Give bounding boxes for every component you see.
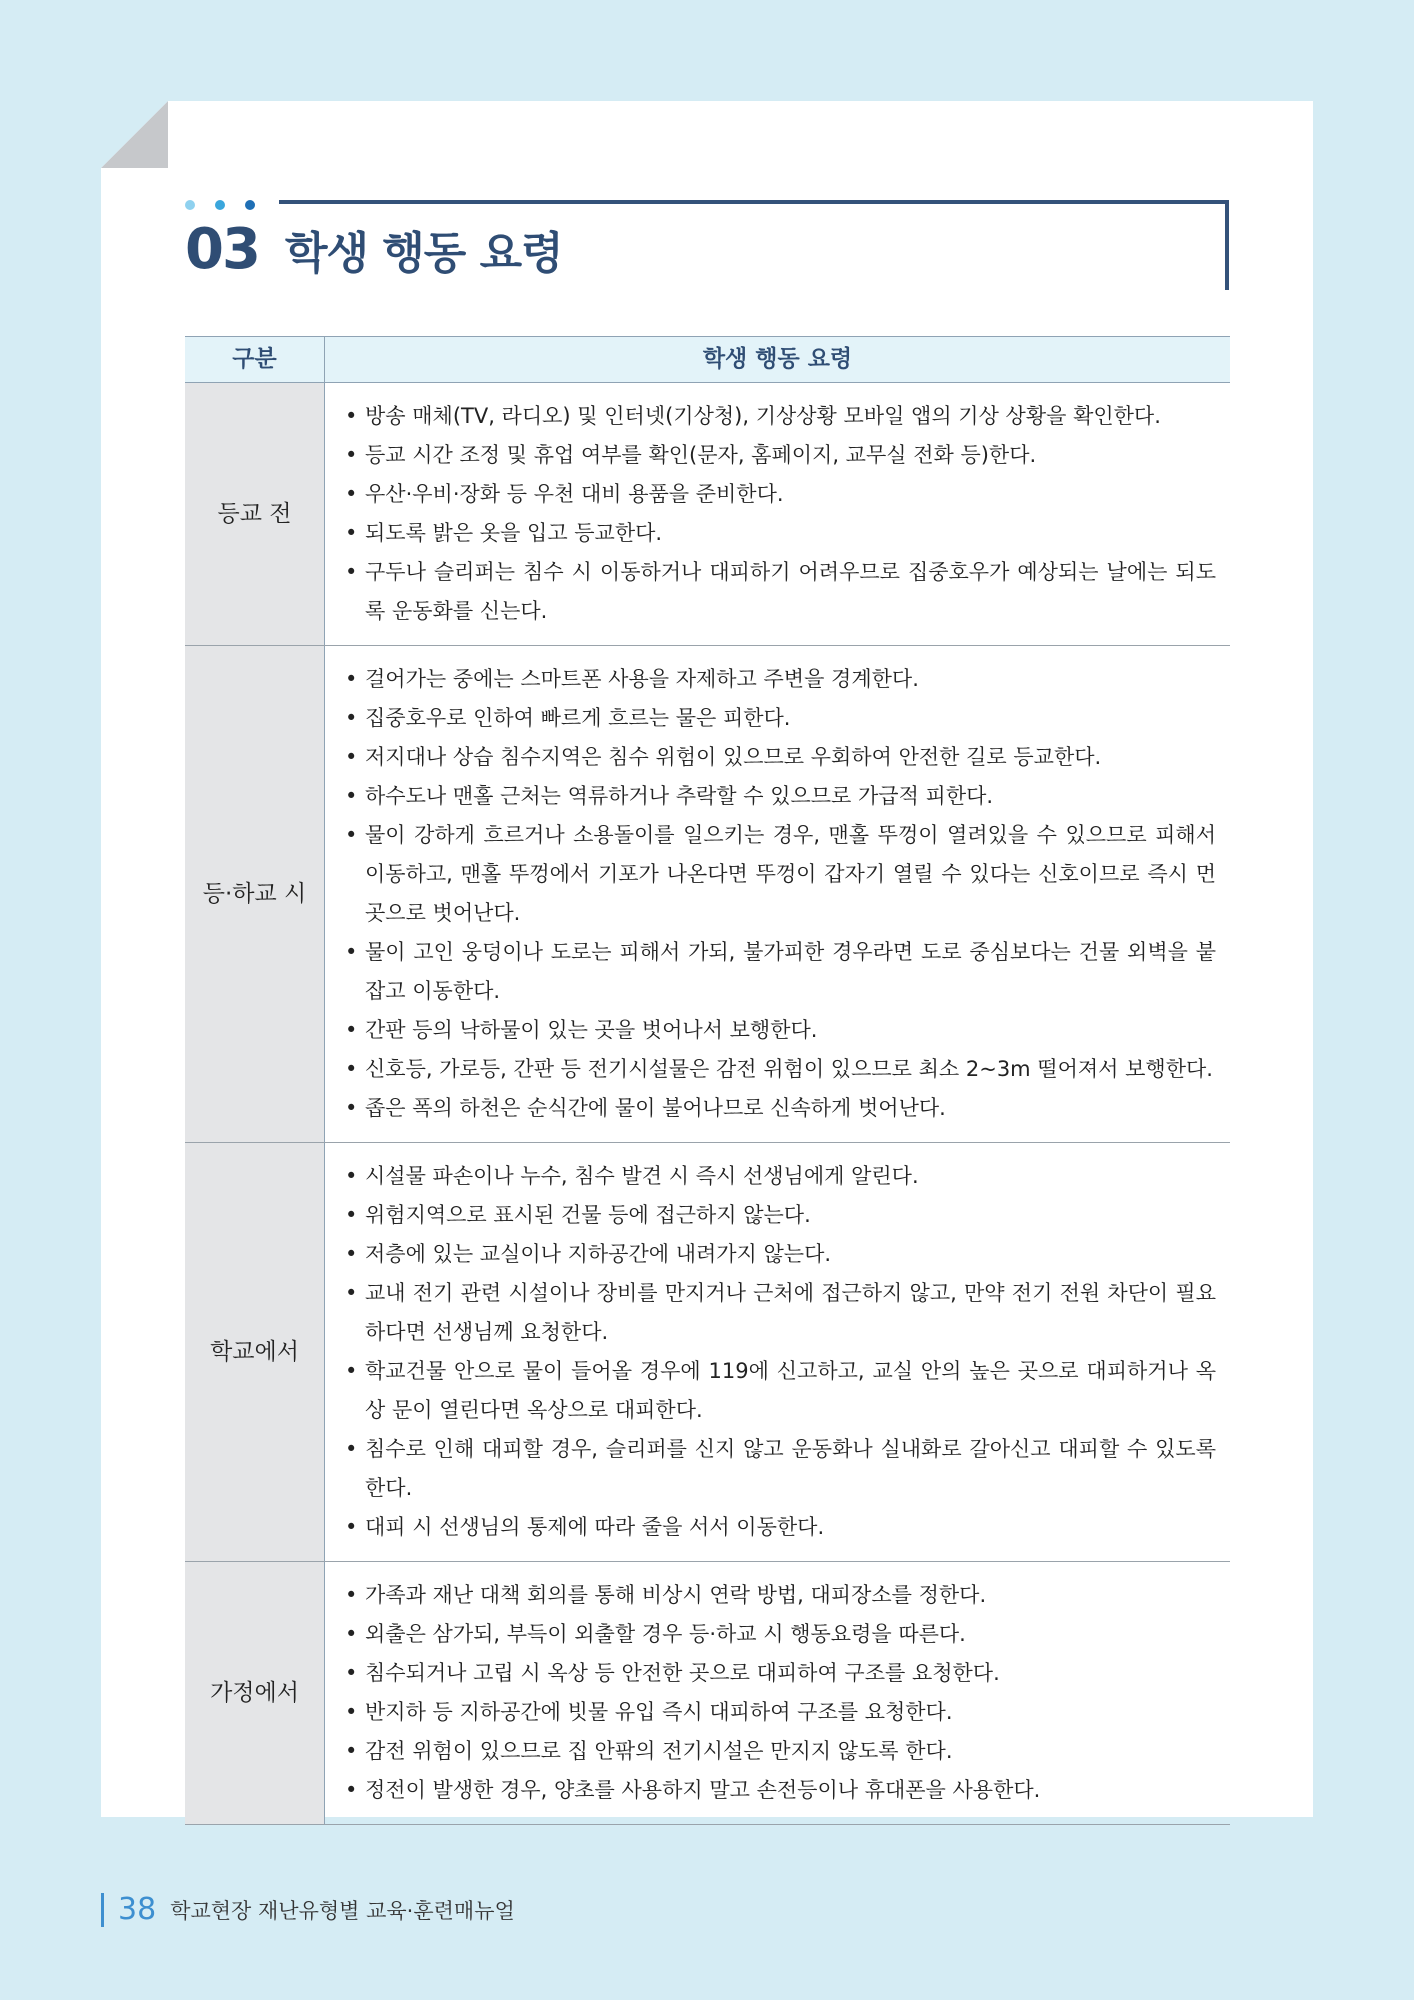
title-dot <box>185 200 195 210</box>
guideline-list <box>343 1157 1216 1547</box>
list-item: • 신호등, 가로등, 간판 등 전기시설물은 감전 위험이 있으므로 최소 2~3m 떨어져서 보행한다. <box>343 1050 1216 1089</box>
title-frame-corner <box>1225 200 1229 290</box>
list-item: • 침수되거나 고립 시 옥상 등 안전한 곳으로 대피하여 구조를 요청한다. <box>343 1654 1216 1693</box>
list-item: • 등교 시간 조정 및 휴업 여부를 확인(문자, 홈페이지, 교무실 전화 등)한다. <box>343 436 1216 475</box>
row-category: 등교 전 <box>185 383 325 646</box>
table-body <box>185 383 1230 1825</box>
list-item: • 대피 시 선생님의 통제에 따라 줄을 서서 이동한다. <box>343 1508 1216 1547</box>
guideline-list <box>343 660 1216 1128</box>
list-item: • 되도록 밝은 옷을 입고 등교한다. <box>343 514 1216 553</box>
guideline-list <box>343 397 1216 631</box>
list-item: • 물이 강하게 흐르거나 소용돌이를 일으키는 경우, 맨홀 뚜껑이 열려있을 수 있으므로 피해서 이동하고, 맨홀 뚜껑에서 기포가 나온다면 뚜껑이 갑자기 열릴 수 있다는 신호이므로 즉시 먼 곳으로 벗어난다. <box>343 816 1216 933</box>
list-item: • 반지하 등 지하공간에 빗물 유입 즉시 대피하여 구조를 요청한다. <box>343 1693 1216 1732</box>
table-row <box>185 1562 1230 1825</box>
list-item: • 외출은 삼가되, 부득이 외출할 경우 등·하교 시 행동요령을 따른다. <box>343 1615 1216 1654</box>
guideline-list <box>343 1576 1216 1810</box>
row-guidelines <box>325 646 1231 1143</box>
header-category: 구분 <box>185 337 325 383</box>
row-category: 등·하교 시 <box>185 646 325 1143</box>
list-item: • 교내 전기 관련 시설이나 장비를 만지거나 근처에 접근하지 않고, 만약 전기 전원 차단이 필요하다면 선생님께 요청한다. <box>343 1274 1216 1352</box>
list-item: • 정전이 발생한 경우, 양초를 사용하지 말고 손전등이나 휴대폰을 사용한다. <box>343 1771 1216 1810</box>
table-row <box>185 383 1230 646</box>
section-heading: 학생 행동 요령 <box>284 228 563 279</box>
page-card <box>101 101 1313 1817</box>
footer-accent-bar <box>101 1893 104 1927</box>
table-header-row <box>185 337 1230 383</box>
table-row <box>185 646 1230 1143</box>
manual-title: 학교현장 재난유형별 교육·훈련매뉴얼 <box>170 1898 515 1923</box>
list-item: • 간판 등의 낙하물이 있는 곳을 벗어나서 보행한다. <box>343 1011 1216 1050</box>
list-item: • 학교건물 안으로 물이 들어올 경우에 119에 신고하고, 교실 안의 높은 곳으로 대피하거나 옥상 문이 열린다면 옥상으로 대피한다. <box>343 1352 1216 1430</box>
list-item: • 우산·우비·장화 등 우천 대비 용품을 준비한다. <box>343 475 1216 514</box>
page-number: 38 <box>118 1892 157 1927</box>
row-guidelines <box>325 383 1231 646</box>
list-item: • 방송 매체(TV, 라디오) 및 인터넷(기상청), 기상상황 모바일 앱의 기상 상황을 확인한다. <box>343 397 1216 436</box>
section-title <box>185 217 563 282</box>
list-item: • 저지대나 상습 침수지역은 침수 위험이 있으므로 우회하여 안전한 길로 등교한다. <box>343 738 1216 777</box>
list-item: • 물이 고인 웅덩이나 도로는 피해서 가되, 불가피한 경우라면 도로 중심보다는 건물 외벽을 붙잡고 이동한다. <box>343 933 1216 1011</box>
header-guidelines: 학생 행동 요령 <box>325 337 1231 383</box>
list-item: • 침수로 인해 대피할 경우, 슬리퍼를 신지 않고 운동화나 실내화로 갈아신고 대피할 수 있도록 한다. <box>343 1430 1216 1508</box>
table-row <box>185 1143 1230 1562</box>
list-item: • 저층에 있는 교실이나 지하공간에 내려가지 않는다. <box>343 1235 1216 1274</box>
row-category: 가정에서 <box>185 1562 325 1825</box>
page-footer <box>101 1892 515 1927</box>
page-fold-cutout <box>101 101 168 168</box>
list-item: • 걸어가는 중에는 스마트폰 사용을 자제하고 주변을 경계한다. <box>343 660 1216 699</box>
title-dot <box>245 200 255 210</box>
title-dot <box>215 200 225 210</box>
row-guidelines <box>325 1143 1231 1562</box>
list-item: • 시설물 파손이나 누수, 침수 발견 시 즉시 선생님에게 알린다. <box>343 1157 1216 1196</box>
list-item: • 하수도나 맨홀 근처는 역류하거나 추락할 수 있으므로 가급적 피한다. <box>343 777 1216 816</box>
title-frame-line <box>279 200 1229 204</box>
row-guidelines <box>325 1562 1231 1825</box>
list-item: • 위험지역으로 표시된 건물 등에 접근하지 않는다. <box>343 1196 1216 1235</box>
list-item: • 집중호우로 인하여 빠르게 흐르는 물은 피한다. <box>343 699 1216 738</box>
list-item: • 좁은 폭의 하천은 순식간에 물이 불어나므로 신속하게 벗어난다. <box>343 1089 1216 1128</box>
row-category: 학교에서 <box>185 1143 325 1562</box>
guide-table <box>185 336 1230 1825</box>
list-item: • 구두나 슬리퍼는 침수 시 이동하거나 대피하기 어려우므로 집중호우가 예상되는 날에는 되도록 운동화를 신는다. <box>343 553 1216 631</box>
section-number: 03 <box>185 217 259 282</box>
list-item: • 가족과 재난 대책 회의를 통해 비상시 연락 방법, 대피장소를 정한다. <box>343 1576 1216 1615</box>
list-item: • 감전 위험이 있으므로 집 안팎의 전기시설은 만지지 않도록 한다. <box>343 1732 1216 1771</box>
